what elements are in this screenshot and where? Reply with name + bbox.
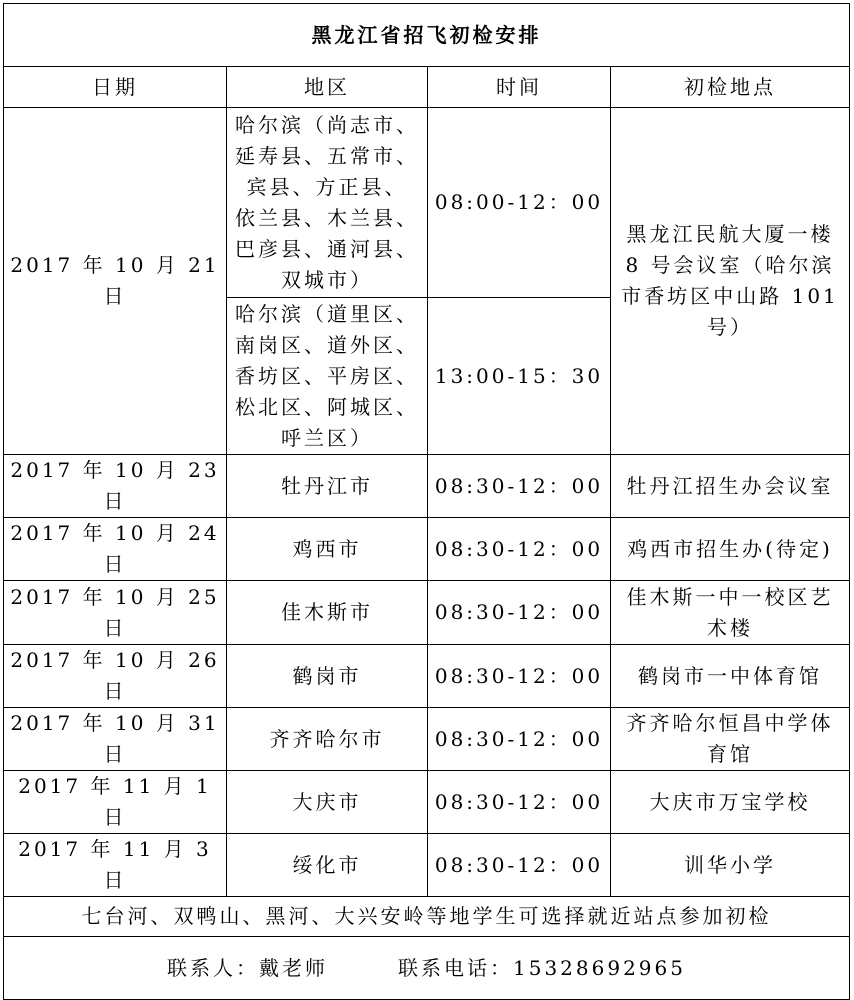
- table-row: [4, 581, 850, 645]
- row-region: 绥化市: [227, 834, 428, 897]
- header-location: 初检地点: [611, 67, 850, 108]
- region-line: 双城市）: [281, 267, 373, 292]
- row-location: 佳木斯一中一校区艺术楼: [611, 581, 850, 645]
- region-line: 依兰县、木兰县、: [235, 205, 419, 230]
- row-date: 2017 年 11 月 1 日: [4, 771, 227, 834]
- row-time: 08:30-12：00: [428, 455, 611, 518]
- table-title: 黑龙江省招飞初检安排: [4, 4, 850, 67]
- row-region: 大庆市: [227, 771, 428, 834]
- harbin-location: 黑龙江民航大厦一楼 8 号会议室（哈尔滨市香坊区中山路 101 号）: [611, 108, 850, 455]
- contact-person: 联系人：戴老师: [167, 955, 328, 980]
- schedule-table: [3, 3, 850, 1000]
- row-location: 训华小学: [611, 834, 850, 897]
- row-time: 08:30-12：00: [428, 581, 611, 645]
- harbin-region-1: [227, 108, 428, 298]
- row-time: 08:30-12：00: [428, 771, 611, 834]
- row-time: 08:30-12：00: [428, 518, 611, 581]
- harbin-date: 2017 年 10 月 21 日: [4, 108, 227, 455]
- table-row: [4, 834, 850, 897]
- row-location: 大庆市万宝学校: [611, 771, 850, 834]
- header-region: 地区: [227, 67, 428, 108]
- row-time: 08:30-12：00: [428, 708, 611, 771]
- row-region: 鹤岗市: [227, 645, 428, 708]
- harbin-region-2: [227, 298, 428, 455]
- region-line: 呼兰区）: [281, 425, 373, 450]
- region-line: 香坊区、平房区、: [235, 363, 419, 388]
- row-date: 2017 年 10 月 26 日: [4, 645, 227, 708]
- region-line: 哈尔滨（道里区、: [235, 301, 419, 326]
- row-time: 08:30-12：00: [428, 645, 611, 708]
- region-line: 松北区、阿城区、: [235, 394, 419, 419]
- region-line: 巴彦县、通河县、: [235, 236, 419, 261]
- row-date: 2017 年 10 月 23 日: [4, 455, 227, 518]
- row-region: 佳木斯市: [227, 581, 428, 645]
- harbin-time-2: 13:00-15：30: [428, 298, 611, 455]
- table-row: [4, 708, 850, 771]
- row-location: 鹤岗市一中体育馆: [611, 645, 850, 708]
- row-date: 2017 年 10 月 31 日: [4, 708, 227, 771]
- table-row: [4, 645, 850, 708]
- row-date: 2017 年 11 月 3 日: [4, 834, 227, 897]
- row-location: 鸡西市招生办(待定): [611, 518, 850, 581]
- row-region: 齐齐哈尔市: [227, 708, 428, 771]
- table-row: [4, 771, 850, 834]
- footnote: 七台河、双鸭山、黑河、大兴安岭等地学生可选择就近站点参加初检: [4, 897, 850, 937]
- header-time: 时间: [428, 67, 611, 108]
- row-region: 鸡西市: [227, 518, 428, 581]
- region-line: 南岗区、道外区、: [235, 332, 419, 357]
- table-row: [4, 518, 850, 581]
- harbin-time-1: 08:00-12：00: [428, 108, 611, 298]
- region-line: 延寿县、五常市、: [235, 143, 419, 168]
- row-date: 2017 年 10 月 24 日: [4, 518, 227, 581]
- row-location: 牡丹江招生办会议室: [611, 455, 850, 518]
- header-date: 日期: [4, 67, 227, 108]
- region-line: 宾县、方正县、: [246, 174, 408, 199]
- row-location: 齐齐哈尔恒昌中学体育馆: [611, 708, 850, 771]
- table-row: [4, 455, 850, 518]
- region-line: 哈尔滨（尚志市、: [235, 112, 419, 137]
- row-region: 牡丹江市: [227, 455, 428, 518]
- row-time: 08:30-12：00: [428, 834, 611, 897]
- contact-info: [4, 937, 850, 1000]
- row-date: 2017 年 10 月 25 日: [4, 581, 227, 645]
- contact-phone: 联系电话：15328692965: [398, 955, 686, 980]
